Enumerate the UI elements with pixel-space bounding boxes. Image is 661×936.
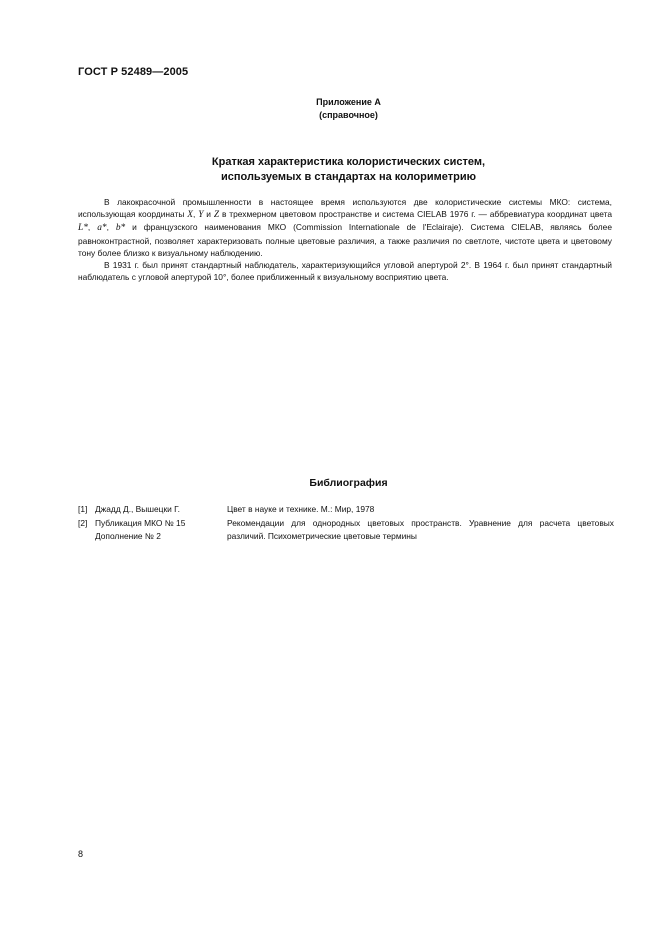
bib-author-line1: Джадд Д., Вышецки Г.	[95, 504, 180, 514]
bib-author-line1: Публикация МКО № 15	[95, 518, 186, 528]
p1-sep1: ,	[192, 209, 199, 220]
bib-author	[95, 517, 227, 543]
bib-number: [1]	[78, 504, 88, 514]
p1-text-a: В лакокрасочной промышленности в настоящее время используются две колористические системы МКО: система, использующая координаты	[78, 197, 612, 220]
bib-description: Цвет в науке и технике. М.: Мир, 1978	[227, 504, 375, 514]
coord-l: L*	[78, 223, 88, 234]
section-title	[0, 155, 661, 185]
body-text	[78, 196, 612, 283]
section-title-line2: используемых в стандартах на колориметрию	[220, 171, 477, 183]
annex-title: Приложение А	[316, 97, 381, 107]
annex-heading	[0, 96, 661, 122]
paragraph-2: В 1931 г. был принят стандартный наблюдатель, характеризующийся угловой апертурой 2°. В 1964 г. был принят стандартный наблюдатель с угловой апертурой 10°, более приближенный к визуальному восприятию цвета.	[78, 260, 612, 283]
bib-description: Рекомендации для однородных цветовых пространств. Уравнение для расчета цветовых различий. Психометрические цветовые термины	[227, 518, 614, 541]
document-number: ГОСТ Р 52489—2005	[78, 66, 189, 78]
section-title-line1: Краткая характеристика колористических систем,	[211, 156, 486, 168]
bibliography-item	[78, 503, 614, 516]
p1-sep3: ,	[106, 222, 116, 233]
p1-text-c: и французского наименования МКО (Commission Internationale de l'Eclairaje). Система CIELAB, являясь более равноконтрастной, позволяет характеризовать полные цветовые различия, а также различия по светлоте, чистоте цвета и цветовому тону более близко к визуальному наблюдению.	[78, 222, 612, 258]
coord-x: X	[187, 210, 193, 221]
coord-b: b*	[115, 223, 126, 234]
coord-a: a*	[97, 223, 107, 234]
page-number: 8	[78, 849, 84, 859]
bibliography-title	[0, 477, 661, 489]
bibliography-list	[78, 503, 614, 544]
bibliography-title-text: Библиография	[309, 477, 388, 489]
p1-sep2: ,	[87, 222, 98, 233]
p1-text-b: в трехмерном цветовом пространстве и система CIELAB 1976 г. — аббревиатура координат цвета	[219, 209, 612, 220]
bib-number: [2]	[78, 518, 88, 528]
p1-and: и	[203, 209, 214, 220]
bib-author	[95, 503, 227, 516]
coord-y: Y	[198, 210, 204, 221]
bibliography-item	[78, 517, 614, 543]
coord-z: Z	[213, 210, 220, 221]
paragraph-1	[78, 196, 612, 259]
annex-type: (справочное)	[319, 110, 378, 120]
bib-author-line2: Дополнение № 2	[95, 531, 161, 541]
